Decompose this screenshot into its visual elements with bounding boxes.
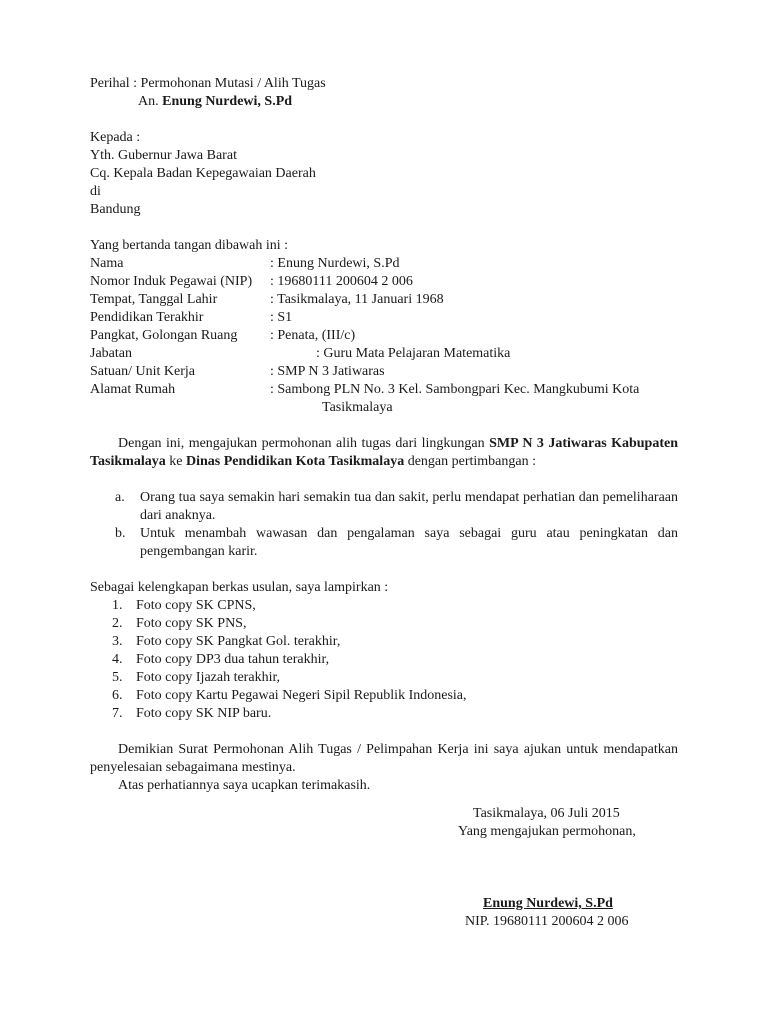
list-item: 1. Foto copy SK CPNS, (112, 598, 256, 613)
list-item: 5. Foto copy Ijazah terakhir, (112, 670, 281, 685)
signature-place-date: Tasikmalaya, 06 Juli 2015 (473, 806, 620, 821)
field-jabatan: Jabatan : Guru Mata Pelajaran Matematika (90, 346, 511, 361)
recipient-line-1: Yth. Gubernur Jawa Barat (90, 148, 237, 163)
attachments-intro: Sebagai kelengkapan berkas usulan, saya lampirkan : (90, 580, 389, 595)
list-item: 6. Foto copy Kartu Pegawai Negeri Sipil Republik Indonesia, (112, 688, 467, 703)
list-item: 3. Foto copy SK Pangkat Gol. terakhir, (112, 634, 341, 649)
list-item: b. Untuk menambah wawasan dan pengalaman saya sebagai guru atau peningkatan dan pengembangan karir. (115, 526, 678, 559)
field-pendidikan: Pendidikan Terakhir : S1 (90, 310, 293, 325)
field-alamat: Alamat Rumah : Sambong PLN No. 3 Kel. Sambongpari Kec. Mangkubumi Kota (90, 382, 640, 397)
an-name: Enung Nurdewi, S.Pd (162, 94, 293, 109)
request-from: SMP N 3 Jatiwaras Kabupaten Tasikmalaya (90, 436, 678, 469)
recipient-line-4: Bandung (90, 202, 141, 217)
field-nama: Nama : Enung Nurdewi, S.Pd (90, 256, 400, 271)
list-item: 7. Foto copy SK NIP baru. (112, 706, 272, 721)
an-prefix: An. (138, 94, 159, 109)
identity-intro: Yang bertanda tangan dibawah ini : (90, 238, 289, 253)
signature-by: Yang mengajukan permohonan, (458, 824, 636, 839)
signature-name: Enung Nurdewi, S.Pd (483, 896, 613, 911)
recipient-to: Kepada : (90, 130, 141, 145)
signature-nip: NIP. 19680111 200604 2 006 (465, 914, 629, 929)
field-unit-kerja: Satuan/ Unit Kerja : SMP N 3 Jatiwaras (90, 364, 385, 379)
request-to: Dinas Pendidikan Kota Tasikmalaya (185, 454, 405, 469)
reason-list (90, 489, 678, 561)
list-item: 4. Foto copy DP3 dua tahun terakhir, (112, 652, 330, 667)
subject-line: Perihal : Permohonan Mutasi / Alih Tugas (90, 76, 326, 91)
field-pangkat: Pangkat, Golongan Ruang : Penata, (III/c) (90, 328, 356, 343)
field-alamat-cont: Tasikmalaya (322, 400, 393, 415)
subject-an-line (90, 93, 678, 111)
field-nip: Nomor Induk Pegawai (NIP) : 19680111 200604 2 006 (90, 274, 413, 289)
closing-thanks: Atas perhatiannya saya ucapkan terimakasih. (118, 778, 371, 793)
closing-paragraph: Demikian Surat Permohonan Alih Tugas / Pelimpahan Kerja ini saya ajukan untuk mendapatkan penyelesaian sebagaimana mestinya. (90, 742, 678, 775)
recipient-line-2: Cq. Kepala Badan Kepegawaian Daerah (90, 166, 316, 181)
attachment-list (90, 597, 678, 723)
field-ttl: Tempat, Tanggal Lahir : Tasikmalaya, 11 Januari 1968 (90, 292, 444, 307)
recipient-line-3: di (90, 184, 101, 199)
list-item: a. Orang tua saya semakin hari semakin tua dan sakit, perlu mendapat perhatian dan pemeliharaan dari anaknya. (115, 490, 678, 523)
list-item: 2. Foto copy SK PNS, (112, 616, 247, 631)
letter-page (90, 75, 678, 929)
request-paragraph: Dengan ini, mengajukan permohonan alih tugas dari lingkungan SMP N 3 Jatiwaras Kabupaten Tasikmalaya ke Dinas Pendidikan Kota Tasikmalaya dengan pertimbangan : (90, 436, 678, 469)
